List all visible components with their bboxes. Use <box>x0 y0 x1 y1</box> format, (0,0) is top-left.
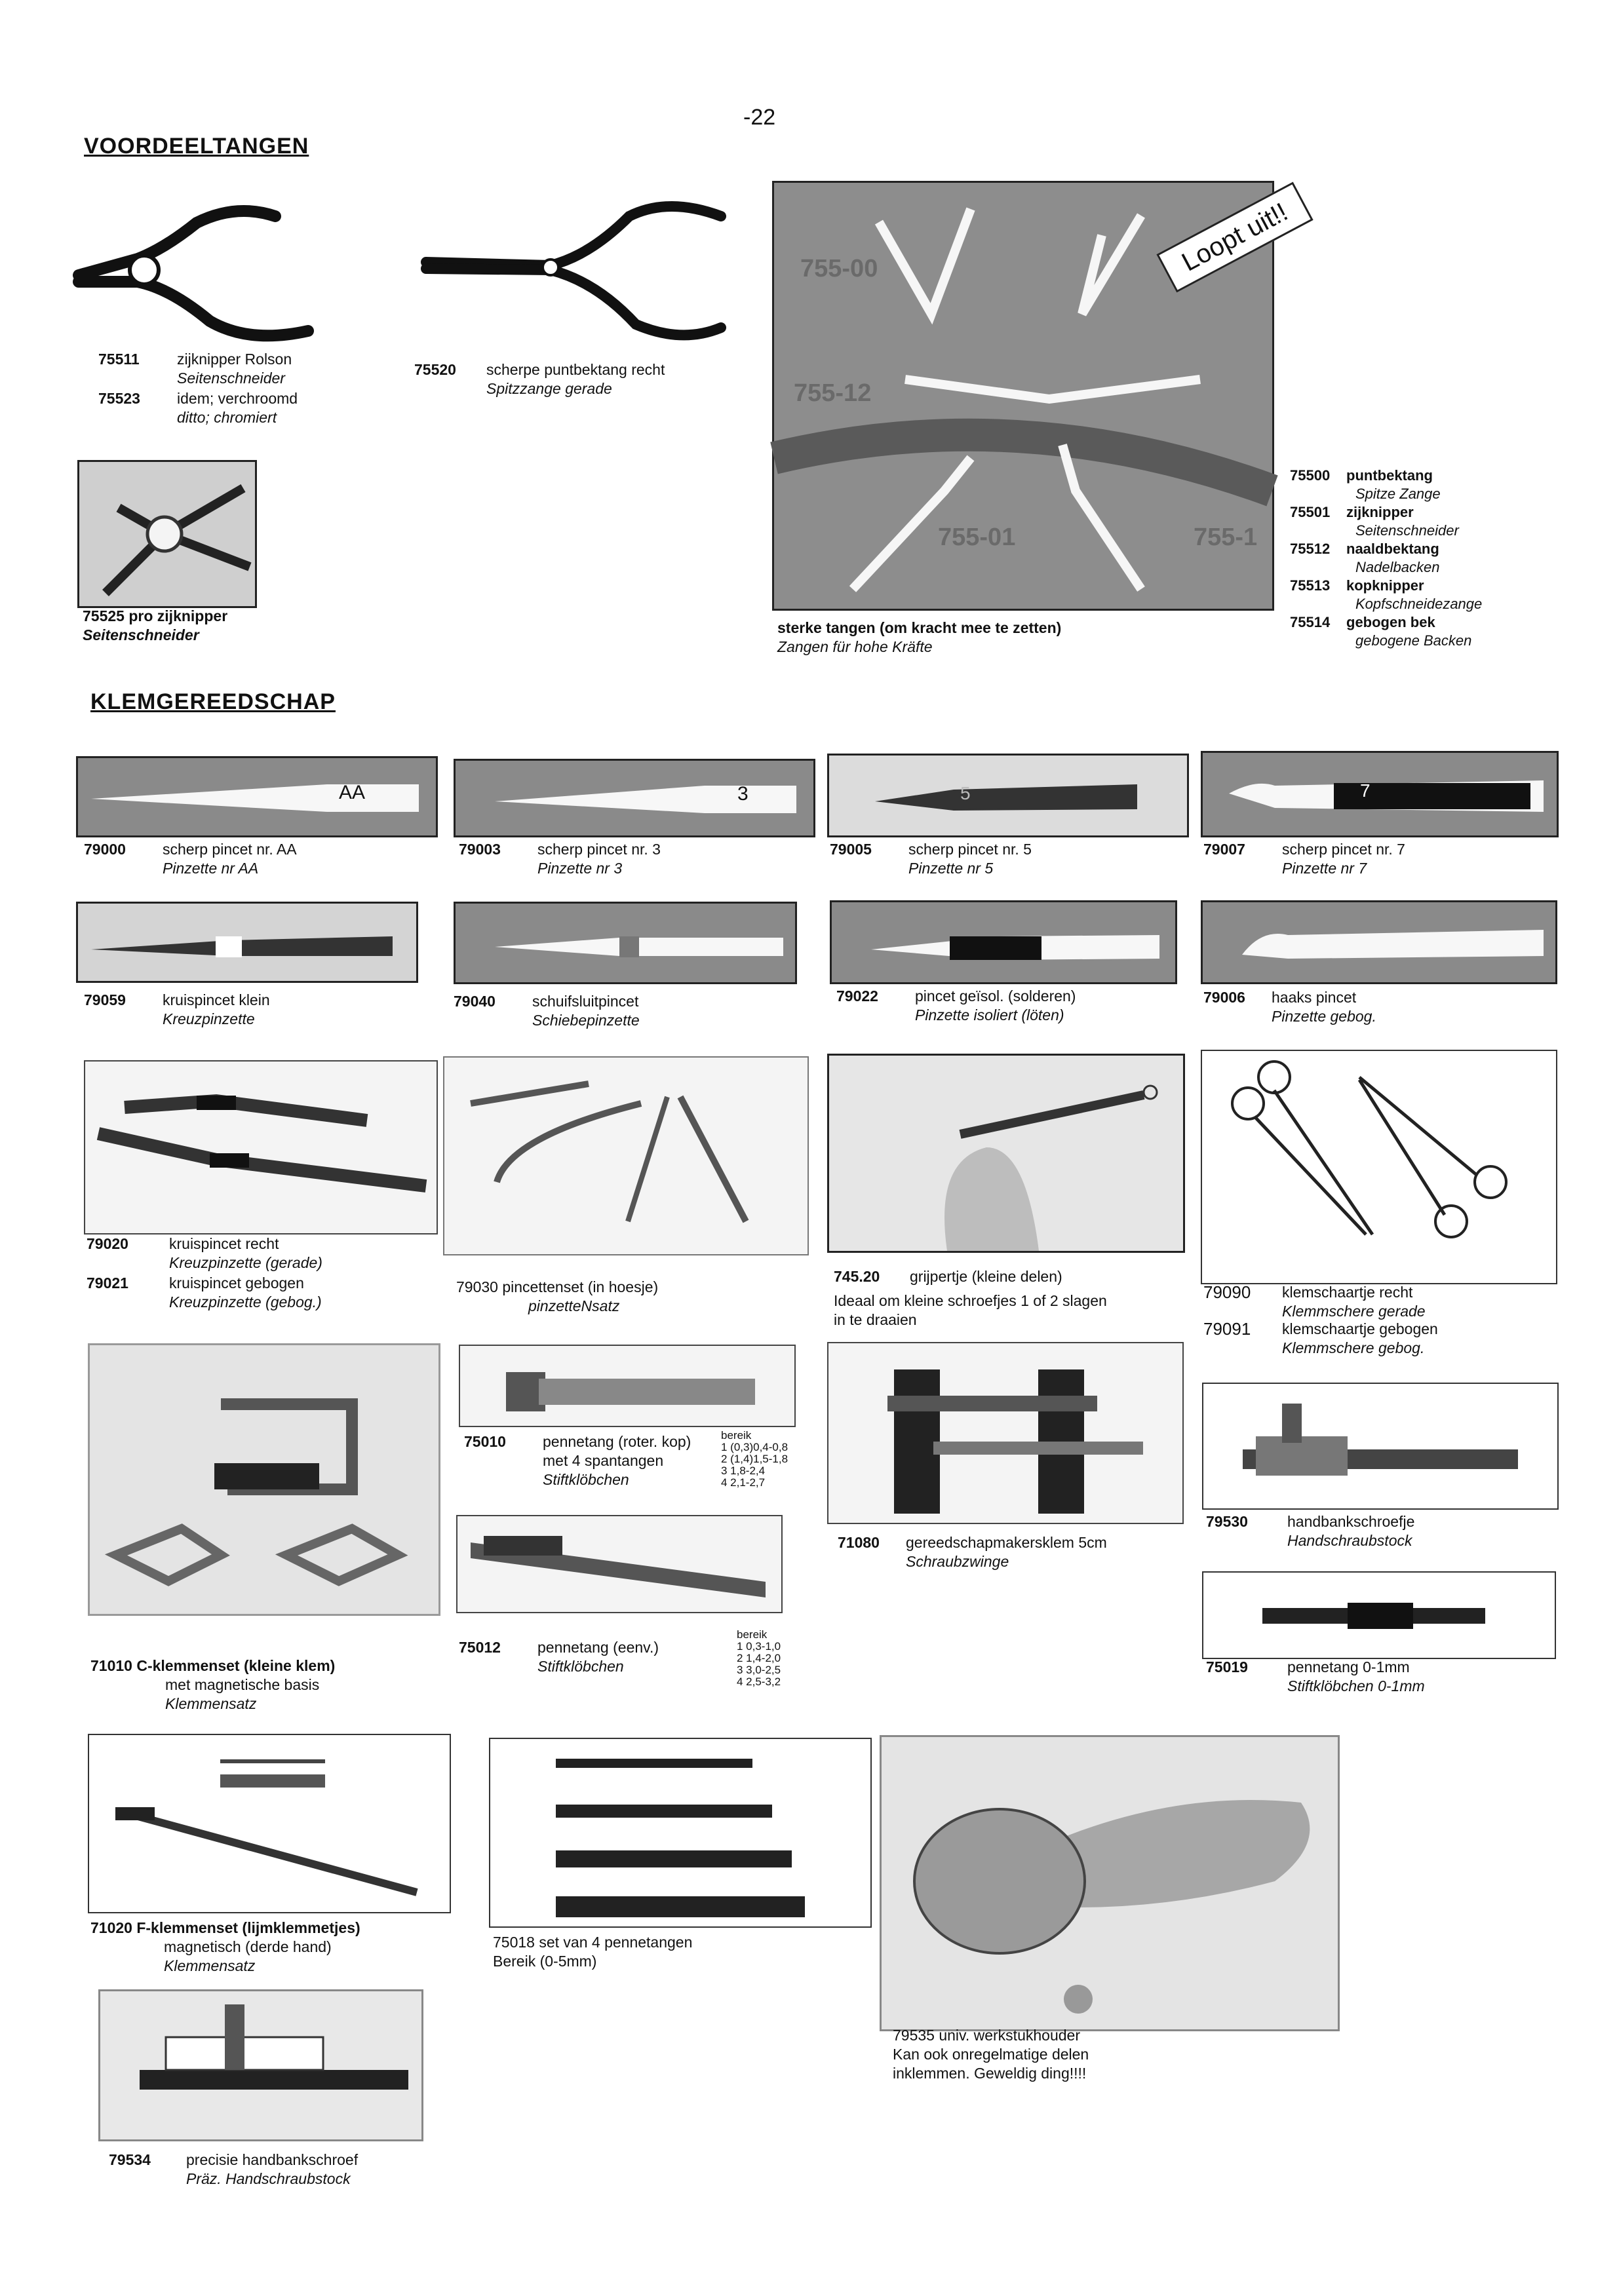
de-79003: Pinzette nr 3 <box>537 860 623 877</box>
de-79021: Kreuzpinzette (gebog.) <box>169 1293 322 1311</box>
nl-75500: puntbektang <box>1346 467 1433 484</box>
caption-75520 <box>414 360 665 398</box>
nl-75511: zijknipper Rolson <box>177 351 292 368</box>
de-75501: Seitenschneider <box>1355 522 1459 539</box>
photo-79006 <box>1201 900 1557 984</box>
photo-71010 <box>88 1343 440 1616</box>
code-79000: 79000 <box>84 841 126 858</box>
caption-79020 <box>87 1234 322 1272</box>
photo-79090-79091 <box>1201 1050 1557 1284</box>
code-79020: 79020 <box>87 1235 128 1252</box>
photo-79530 <box>1202 1383 1559 1510</box>
code-75514: 75514 <box>1290 614 1331 630</box>
nl-79007: scherp pincet nr. 7 <box>1282 841 1405 858</box>
code-79040: 79040 <box>454 993 496 1010</box>
bereik-75010-1: 1 (0,3)0,4-0,8 <box>721 1441 788 1453</box>
nl-sterke: sterke tangen (om kracht mee te zetten) <box>777 619 1062 636</box>
photo-71020 <box>88 1734 451 1913</box>
nl-75012: pennetang (eenv.) <box>537 1639 659 1656</box>
caption-79535 <box>893 2026 1089 2083</box>
section-title-voordeeltangen: VOORDEELTANGEN <box>84 134 309 159</box>
desc1-74520: Ideaal om kleine schroefjes 1 of 2 slagen <box>834 1292 1107 1309</box>
de-75500: Spitze Zange <box>1355 486 1441 502</box>
de-75019: Stiftklöbchen 0-1mm <box>1287 1677 1425 1694</box>
photo-75525 <box>77 460 257 608</box>
code-79021: 79021 <box>87 1274 128 1292</box>
photo-75010 <box>459 1345 796 1427</box>
photo-75012 <box>456 1515 783 1613</box>
code-74520: 745.20 <box>834 1268 880 1285</box>
de-79091: Klemmschere gebog. <box>1282 1339 1425 1356</box>
caption-79000 <box>84 840 297 878</box>
de-75512: Nadelbacken <box>1355 559 1440 575</box>
code-79022: 79022 <box>836 987 878 1004</box>
tweezer-mark-3: 3 <box>737 783 749 805</box>
bereik-75010 <box>721 1430 788 1489</box>
loopt-uit-banner: Loopt uit!! <box>1156 182 1313 292</box>
de-75520: Spitzzange gerade <box>486 380 612 397</box>
de-79530: Handschraubstock <box>1287 1532 1412 1549</box>
code-71080: 71080 <box>838 1534 880 1551</box>
nl-79003: scherp pincet nr. 3 <box>537 841 661 858</box>
photo-label-755-00: 755-00 <box>800 255 878 282</box>
de-75010: Stiftklöbchen <box>543 1471 629 1488</box>
nl2-75010: met 4 spantangen <box>543 1452 664 1469</box>
needle-nose-illustration <box>419 197 728 347</box>
caption-75511 <box>98 350 292 388</box>
de-79059: Kreuzpinzette <box>163 1010 255 1027</box>
code-79530: 79530 <box>1206 1513 1248 1530</box>
photo-79022 <box>830 900 1177 984</box>
photo-79030 <box>443 1056 809 1255</box>
nl-79534: precisie handbankschroef <box>186 2151 359 2168</box>
nl-75513: kopknipper <box>1346 577 1424 594</box>
caption-79040 <box>454 992 640 1030</box>
bereik-75012-2: 2 1,4-2,0 <box>737 1652 781 1664</box>
caption-79530 <box>1206 1512 1414 1550</box>
bereik-75012 <box>737 1629 781 1688</box>
photo-label-755-12: 755-12 <box>794 379 872 407</box>
code-75019: 75019 <box>1206 1658 1248 1675</box>
nl-74520: grijpertje (kleine delen) <box>910 1268 1062 1285</box>
nl-79040: schuifsluitpincet <box>532 993 639 1010</box>
caption-79059 <box>84 991 270 1029</box>
nl2-71010: met magnetische basis <box>165 1676 320 1693</box>
photo-79000 <box>76 756 438 837</box>
photo-79059 <box>76 902 418 983</box>
nl2-79535: Kan ook onregelmatige delen <box>893 2046 1089 2063</box>
nl-75018: 75018 set van 4 pennetangen <box>493 1934 693 1951</box>
photo-75019 <box>1202 1571 1556 1659</box>
de-79020: Kreuzpinzette (gerade) <box>169 1254 322 1271</box>
de-79030: pinzetteNsatz <box>528 1297 620 1314</box>
photo-79020-79021 <box>84 1060 438 1234</box>
code-75513: 75513 <box>1290 577 1331 594</box>
list-755 <box>1290 467 1482 650</box>
de-75511: Seitenschneider <box>177 370 285 387</box>
nl-71080: gereedschapmakersklem 5cm <box>906 1534 1107 1551</box>
de-79022: Pinzette isoliert (löten) <box>915 1006 1064 1024</box>
code-75523: 75523 <box>98 390 140 407</box>
bereik-75010-label: bereik <box>721 1429 752 1442</box>
photo-79040 <box>454 902 797 984</box>
desc2-74520: in te draaien <box>834 1311 917 1328</box>
caption-79022 <box>836 987 1076 1025</box>
photo-74520 <box>827 1054 1185 1253</box>
nl-71010: 71010 C-klemmenset (kleine klem) <box>90 1657 336 1674</box>
bereik-75010-2: 2 (1,4)1,5-1,8 <box>721 1453 788 1465</box>
nl-79021: kruispincet gebogen <box>169 1274 304 1292</box>
nl-71020: 71020 F-klemmenset (lijmklemmetjes) <box>90 1919 360 1936</box>
caption-71010 <box>90 1656 335 1713</box>
photo-label-755-1: 755-1 <box>1194 524 1258 551</box>
nl3-79535: inklemmen. Geweldig ding!!!! <box>893 2065 1087 2082</box>
de-71020: Klemmensatz <box>164 1957 256 1974</box>
code-79005: 79005 <box>830 841 872 858</box>
nl2-71020: magnetisch (derde hand) <box>164 1938 332 1955</box>
bereik-75012-1: 1 0,3-1,0 <box>737 1640 781 1653</box>
nl-75514: gebogen bek <box>1346 614 1435 630</box>
nl1-75010: pennetang (roter. kop) <box>543 1433 691 1450</box>
side-cutter-illustration <box>66 197 315 347</box>
page-number: -22 <box>743 105 776 130</box>
de-71080: Schraubzwinge <box>906 1553 1009 1570</box>
code-75511: 75511 <box>98 351 140 368</box>
caption-79534 <box>109 2151 358 2189</box>
nl2-75018: Bereik (0-5mm) <box>493 1953 597 1970</box>
code-79091: 79091 <box>1203 1319 1251 1339</box>
section-title-klemgereedschap: KLEMGEREEDSCHAP <box>90 689 336 714</box>
caption-75525 <box>83 607 227 645</box>
de-79090: Klemmschere gerade <box>1282 1303 1426 1320</box>
caption-75012 <box>459 1638 659 1676</box>
nl-79091: klemschaartje gebogen <box>1282 1320 1438 1337</box>
caption-79021 <box>87 1274 322 1312</box>
tweezer-mark-5: 5 <box>960 783 971 803</box>
caption-79007 <box>1203 840 1405 878</box>
nl-75520: scherpe puntbektang recht <box>486 361 665 378</box>
code-79059: 79059 <box>84 991 126 1008</box>
nl-75512: naaldbektang <box>1346 541 1439 557</box>
de-79005: Pinzette nr 5 <box>908 860 994 877</box>
caption-75019 <box>1206 1658 1425 1696</box>
caption-79091 <box>1203 1320 1438 1358</box>
de-75513: Kopfschneidezange <box>1355 596 1483 612</box>
caption-75010 <box>464 1432 691 1489</box>
nl-79059: kruispincet klein <box>163 991 270 1008</box>
code-75501: 75501 <box>1290 504 1331 520</box>
photo-75018 <box>489 1738 872 1928</box>
code-75012: 75012 <box>459 1639 501 1656</box>
code-79090: 79090 <box>1203 1282 1251 1302</box>
code-75010: 75010 <box>464 1433 506 1450</box>
nl-79535: 79535 univ. werkstukhouder <box>893 2027 1080 2044</box>
nl-79530: handbankschroefje <box>1287 1513 1415 1530</box>
caption-79030 <box>456 1278 658 1316</box>
photo-71080 <box>827 1342 1184 1524</box>
nl-79022: pincet geïsol. (solderen) <box>915 987 1076 1004</box>
code-75500: 75500 <box>1290 467 1331 484</box>
caption-71080 <box>838 1533 1107 1571</box>
nl-75501: zijknipper <box>1346 504 1414 520</box>
de-sterke: Zangen für hohe Kräfte <box>777 638 933 655</box>
nl-79000: scherp pincet nr. AA <box>163 841 297 858</box>
caption-79003 <box>459 840 661 878</box>
photo-79534 <box>98 1989 423 2141</box>
de-71010: Klemmensatz <box>165 1695 257 1712</box>
nl-75525: 75525 pro zijknipper <box>83 607 228 624</box>
caption-71020 <box>90 1919 360 1976</box>
caption-74520 <box>834 1267 1107 1330</box>
nl-79090: klemschaartje recht <box>1282 1284 1413 1301</box>
caption-75523 <box>98 389 298 427</box>
de-79007: Pinzette nr 7 <box>1282 860 1367 877</box>
photo-79535 <box>880 1735 1340 2031</box>
caption-79005 <box>830 840 1032 878</box>
de-75514: gebogene Backen <box>1355 632 1472 649</box>
photo-79003 <box>454 759 815 837</box>
photo-sterke-tangen <box>772 181 1293 611</box>
nl-75019: pennetang 0-1mm <box>1287 1658 1410 1675</box>
caption-79090 <box>1203 1283 1426 1321</box>
de-75012: Stiftklöbchen <box>537 1658 624 1675</box>
bereik-75012-3: 3 3,0-2,5 <box>737 1664 781 1676</box>
caption-sterke-tangen <box>777 619 1061 657</box>
nl-75523: idem; verchroomd <box>177 390 298 407</box>
de-75523: ditto; chromiert <box>177 409 277 426</box>
nl-79020: kruispincet recht <box>169 1235 279 1252</box>
photo-79005 <box>827 754 1189 837</box>
de-79006: Pinzette gebog. <box>1272 1008 1376 1025</box>
nl-79005: scherp pincet nr. 5 <box>908 841 1032 858</box>
tweezer-mark-aa: AA <box>339 782 366 803</box>
tweezer-mark-7: 7 <box>1360 780 1371 801</box>
photo-79007 <box>1201 751 1559 837</box>
photo-label-755-01: 755-01 <box>938 524 1016 551</box>
code-75512: 75512 <box>1290 541 1331 557</box>
code-79006: 79006 <box>1203 989 1245 1006</box>
bereik-75012-label: bereik <box>737 1628 768 1641</box>
caption-79006 <box>1203 988 1376 1026</box>
bereik-75010-3: 3 1,8-2,4 <box>721 1464 766 1477</box>
de-79534: Präz. Handschraubstock <box>186 2170 351 2187</box>
nl-79030: 79030 pincettenset (in hoesje) <box>456 1278 659 1295</box>
nl-79006: haaks pincet <box>1272 989 1357 1006</box>
code-79007: 79007 <box>1203 841 1245 858</box>
bereik-75012-4: 4 2,5-3,2 <box>737 1675 781 1688</box>
caption-75018 <box>493 1933 692 1971</box>
de-79040: Schiebepinzette <box>532 1012 640 1029</box>
de-75525: Seitenschneider <box>83 626 199 643</box>
bereik-75010-4: 4 2,1-2,7 <box>721 1476 766 1489</box>
code-79003: 79003 <box>459 841 501 858</box>
code-79534: 79534 <box>109 2151 151 2168</box>
code-75520: 75520 <box>414 361 456 378</box>
de-79000: Pinzette nr AA <box>163 860 259 877</box>
